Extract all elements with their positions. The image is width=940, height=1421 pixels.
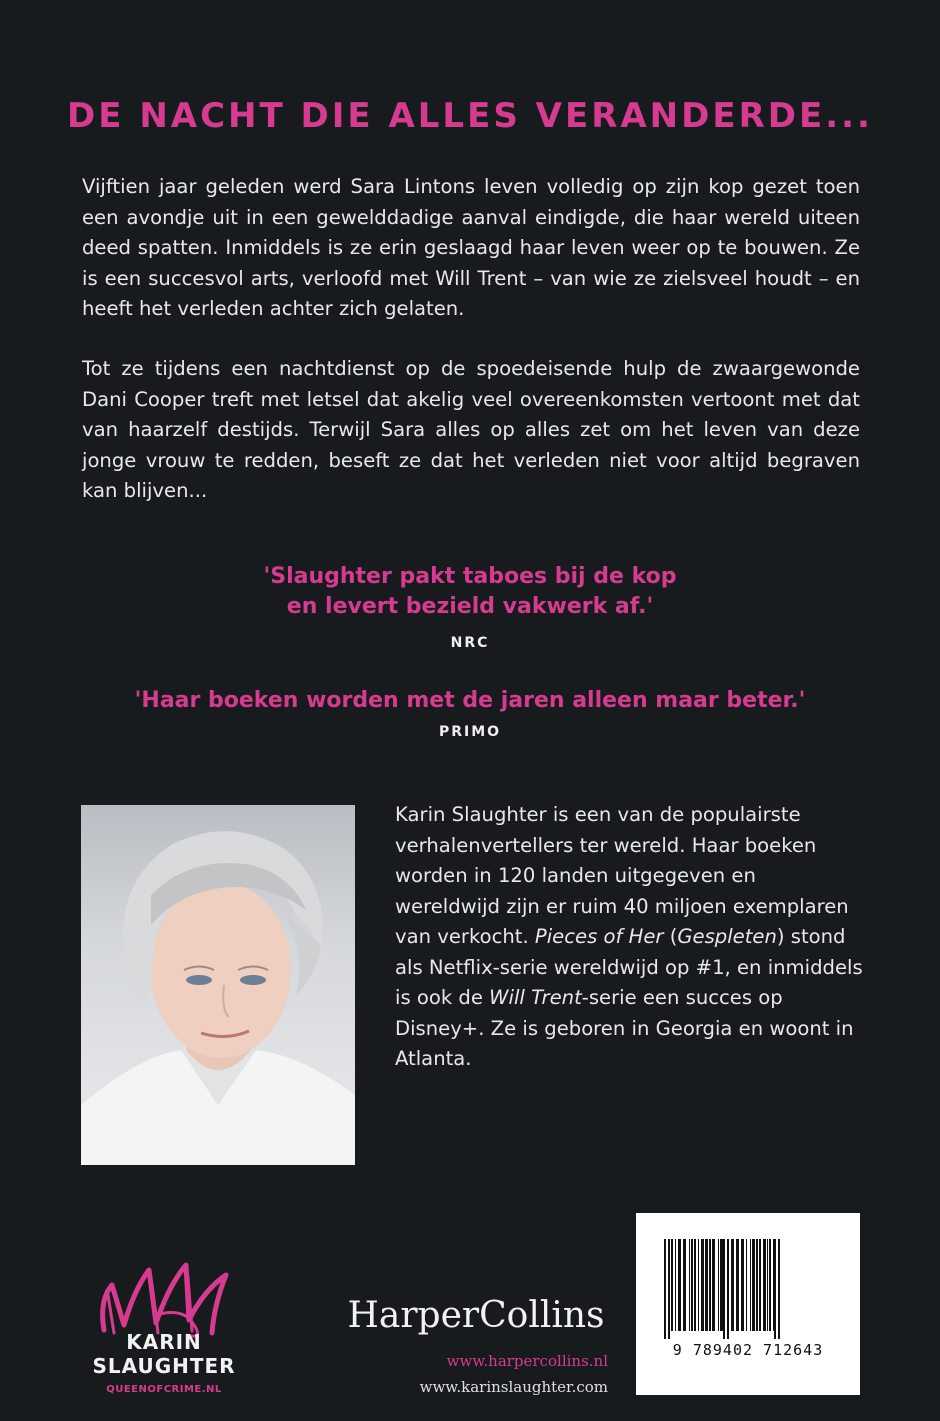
quote-1-line-1: 'Slaughter pakt taboes bij de kop xyxy=(263,564,677,589)
author-url: www.karinslaughter.com xyxy=(419,1378,608,1396)
logo-name-slaughter: SLAUGHTER xyxy=(92,1354,236,1378)
bio-text-1: Karin Slaughter is een van de populairste verhalenvertellers ter wereld. Haar boeken worden in 120 landen uitgegeven en wereldwijd zijn er ruim 40 miljoen exemplaren van verkocht. xyxy=(395,803,849,948)
logo-url: QUEENOFCRIME.NL xyxy=(106,1384,222,1395)
blurb-paragraph-1: Vijftien jaar geleden werd Sara Lintons leven volledig op zijn kop gezet toen een avondje uit in een gewelddadige aanval eindigde, die haar wereld uiteen deed spatten. Inmiddels is ze erin geslaagd haar leven weer op te bouwen. Ze is een succesvol arts, verloofd met Will Trent – van wie ze zielsveel houdt – en heeft het verleden achter zich gelaten. xyxy=(82,175,860,320)
blurb-paragraph-2: Tot ze tijdens een nachtdienst op de spoedeisende hulp de zwaargewonde Dani Cooper treft met letsel dat akelig veel overeenkomsten vertoont met dat van haarzelf destijds. Terwijl Sara alles op alles zet om het leven van deze jonge vrouw te redden, beseft ze dat het verleden niet voor altijd begraven kan blijven... xyxy=(82,357,860,502)
quote-2-source: PRIMO xyxy=(438,724,502,740)
bio-title-pieces-of-her: Pieces of Her xyxy=(534,925,664,948)
quote-1 xyxy=(0,562,940,622)
bio-text-3: ) stond als Netflix-serie wereldwijd op #1, en inmiddels is ook de xyxy=(395,925,863,1009)
bio-title-will-trent: Will Trent xyxy=(489,986,582,1009)
quote-2: 'Haar boeken worden met de jaren alleen maar beter.' xyxy=(134,688,806,713)
author-bio xyxy=(395,800,865,1075)
logo-name-karin: KARIN xyxy=(126,1330,202,1354)
bio-title-gespleten: Gespleten xyxy=(677,925,777,948)
headline: DE NACHT DIE ALLES VERANDERDE... xyxy=(67,96,873,136)
publisher-logo: HarperCollins xyxy=(347,1295,605,1336)
quote-1-source: NRC xyxy=(450,635,490,651)
author-photo xyxy=(81,805,355,1165)
bio-text-4: -serie een succes op Disney+. Ze is geboren in Georgia en woont in Atlanta. xyxy=(395,986,854,1070)
barcode-bars-icon xyxy=(664,1239,832,1339)
barcode xyxy=(636,1213,860,1395)
quote-1-line-2: en levert bezield vakwerk af.' xyxy=(286,594,654,619)
bio-text-2: ( xyxy=(663,925,678,948)
isbn-number: 9 789402 712643 xyxy=(672,1341,824,1359)
publisher-url: www.harpercollins.nl xyxy=(446,1352,608,1370)
